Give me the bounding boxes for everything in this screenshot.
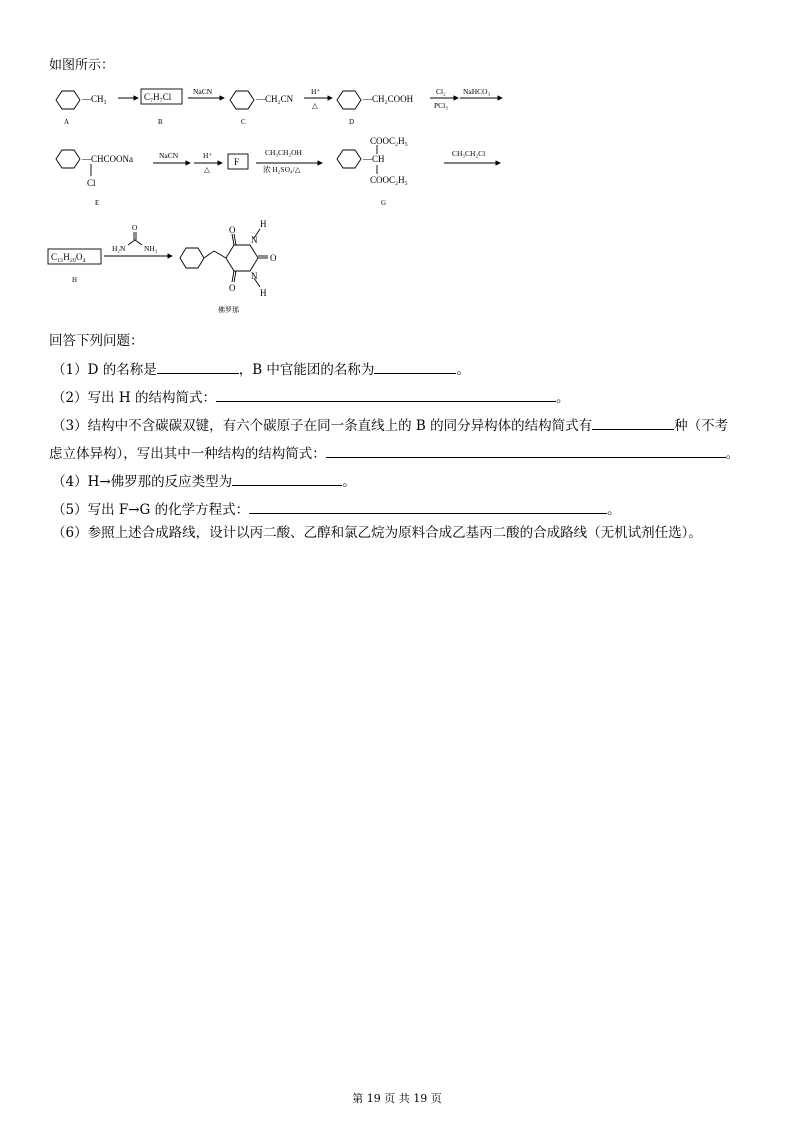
compound-f-box: F [234,157,240,167]
question-4 [52,471,356,491]
product-label: 佛罗那 [218,306,239,314]
product-n-bottom: N [251,271,258,281]
reagent-h-plus-2: H⁺ [203,151,213,160]
compound-a-label: A [64,118,70,126]
compound-e-cl: Cl [87,178,96,188]
benzene-ring-g [337,150,361,168]
benzene-ring-c [230,91,254,109]
compound-g-top-ester: COOC₂H₅ [370,136,408,146]
reagent-nacn-2: NaCN [159,151,179,160]
reagent-cl2: Cl₂ [436,87,446,96]
compound-g-label: G [381,199,387,207]
q3-text-b: 种（不考 [674,418,729,434]
product-h-top: H [260,219,267,229]
pyrimidine-ring [226,245,258,271]
q1-answer-blank-1[interactable] [157,359,239,374]
product-o-right: O [270,253,277,263]
benzene-ring-d [337,91,361,109]
reagent-nacn-1: NaCN [193,87,213,96]
q4-text-b: 。 [342,474,356,490]
product-o-bottom: O [229,283,236,293]
q3-answer-blank-1[interactable] [592,415,674,430]
q3-text-c: 虑立体异构），写出其中一种结构的结构简式： [49,446,326,462]
synthesis-scheme [0,0,794,330]
q1-answer-blank-2[interactable] [374,359,456,374]
reagent-h2so4: 浓 H₂SO₄/△ [263,165,301,174]
compound-b-label: B [158,118,163,126]
benzene-ring-product [180,248,204,268]
reagent-heat-1: △ [312,101,318,110]
reagent-nahco3: NaHCO₃ [463,87,491,96]
question-3-line-1 [52,415,728,435]
q1-text-b: ，B 中官能团的名称为 [238,362,375,378]
q2-text-a: （2）写出 H 的结构简式： [52,390,216,406]
question-2 [52,387,569,407]
product-o-top: O [229,225,236,235]
compound-h-formula: C₁₅H₂₀O₄ [51,252,86,262]
compound-g-bottom-ester: COOC₂H₅ [370,175,408,185]
compound-h-label: H [72,276,78,284]
q1-text-a: （1）D 的名称是 [52,362,157,378]
q1-text-c: 。 [456,362,470,378]
urea-oxygen: O [132,223,138,232]
q5-answer-blank[interactable] [249,499,607,514]
compound-e-label: E [95,199,100,207]
compound-a-group: —CH₃ [82,94,107,104]
q3-text-a: （3）结构中不含碳碳双键，有六个碳原子在同一条直线上的 B 的同分异构体的结构简式有 [52,418,593,434]
questions-heading: 回答下列问题： [49,333,144,349]
compound-d-group: —CH₂COOH [363,94,414,104]
q5-text-a: （5）写出 F→G 的化学方程式： [52,502,250,518]
reagent-heat-2: △ [204,165,210,174]
compound-c-label: C [241,118,246,126]
compound-d-label: D [349,118,355,126]
product-h-bottom: H [260,288,267,298]
question-5 [52,499,621,519]
q4-answer-blank[interactable] [232,471,342,486]
q3-text-d: 。 [725,446,740,462]
reagent-pcl3: PCl₃ [434,101,448,110]
question-3-line-2 [49,443,739,463]
reagent-ethyl-chloride: CH₃CH₂Cl [452,149,486,158]
q4-text-a: （4）H→佛罗那的反应类型为 [52,474,233,490]
product-n-top: N [251,235,258,245]
q5-text-b: 。 [607,502,621,518]
q3-answer-blank-2[interactable] [326,443,726,458]
compound-g-ch: —CH [363,154,385,164]
compound-e-group: —CHCOONa [82,154,133,164]
urea-h2n: H₂N [112,244,126,253]
question-1 [52,359,470,379]
benzene-ring-a [56,91,80,109]
intro-text: 如图所示： [49,58,115,73]
compound-c-group: —CH₂CN [256,94,294,104]
q2-text-b: 。 [555,390,570,406]
reagent-ethanol: CH₃CH₂OH [265,148,302,157]
question-6: （6）参照上述合成路线，设计以丙二酸、乙醇和氯乙烷为原料合成乙基丙二酸的合成路线（无机试剂任选）。 [52,525,702,541]
page-footer: 第 19 页 共 19 页 [352,1092,442,1105]
urea-nh2: NH₂ [144,244,158,253]
benzene-ring-e [56,150,80,168]
q2-answer-blank[interactable] [216,387,556,402]
reagent-h-plus-1: H⁺ [311,87,321,96]
compound-b-formula: C₇H₇Cl [144,92,172,102]
